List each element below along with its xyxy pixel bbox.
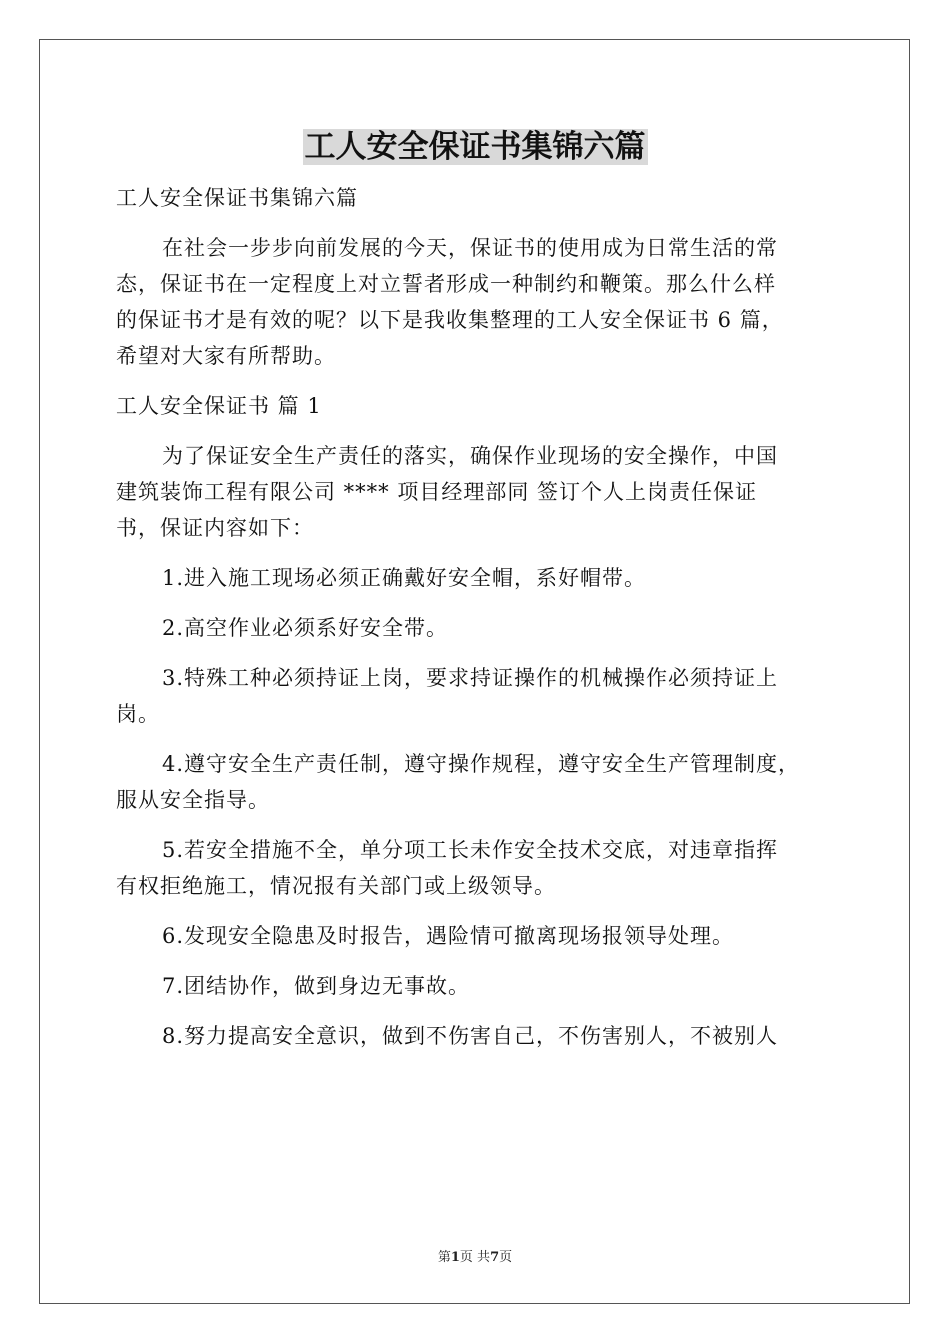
list-item-line: 5.若安全措施不全，单分项工长未作安全技术交底，对违章指挥 (162, 838, 779, 862)
list-item-line: 3.特殊工种必须持证上岗，要求持证操作的机械操作必须持证上 (162, 666, 779, 690)
list-item-line: 7.团结协作，做到身边无事故。 (162, 974, 471, 998)
list-item (116, 832, 838, 904)
section-intro-line: 建筑装饰工程有限公司 **** 项目经理部同 签订个人上岗责任保证 (116, 480, 758, 504)
list-item-line: 有权拒绝施工，情况报有关部门或上级领导。 (116, 874, 556, 898)
page-footer (0, 1246, 950, 1265)
list-item-line: 1.进入施工现场必须正确戴好安全帽，系好帽带。 (162, 566, 647, 590)
page-current: 1 (450, 1250, 460, 1265)
list-item-line: 岗。 (116, 702, 160, 726)
document-title (0, 125, 950, 169)
page-total: 7 (490, 1250, 500, 1265)
intro-line: 在社会一步步向前发展的今天，保证书的使用成为日常生活的常 (162, 236, 778, 260)
document-body (116, 180, 838, 1068)
list-item (116, 660, 838, 732)
intro-line: 态，保证书在一定程度上对立誓者形成一种制约和鞭策。那么什么样 (116, 272, 776, 296)
document-title-text: 工人安全保证书集锦六篇 (304, 129, 646, 165)
intro-paragraph (116, 230, 838, 374)
list-item-line: 服从安全指导。 (116, 788, 270, 812)
page-suffix: 页 (499, 1250, 513, 1265)
section-intro-line: 为了保证安全生产责任的落实，确保作业现场的安全操作，中国 (162, 444, 778, 468)
list-item-line: 6.发现安全隐患及时报告，遇险情可撤离现场报领导处理。 (162, 924, 735, 948)
list-item (116, 968, 838, 1004)
list-item-line: 4.遵守安全生产责任制，遵守操作规程，遵守安全生产管理制度， (162, 752, 801, 776)
list-item-line: 2.高空作业必须系好安全带。 (162, 616, 449, 640)
intro-line: 希望对大家有所帮助。 (116, 344, 336, 368)
list-item (116, 1018, 838, 1054)
list-item-line: 8.努力提高安全意识，做到不伤害自己，不伤害别人，不被别人 (162, 1024, 779, 1048)
subtitle: 工人安全保证书集锦六篇 (116, 186, 358, 210)
intro-line: 的保证书才是有效的呢？以下是我收集整理的工人安全保证书 6 篇， (116, 308, 784, 332)
section-intro-line: 书，保证内容如下： (116, 516, 314, 540)
list-item (116, 746, 838, 818)
section-heading: 工人安全保证书 篇 1 (116, 394, 322, 418)
section-intro-paragraph (116, 438, 838, 546)
page-mid: 页 共 (459, 1250, 491, 1265)
page-prefix: 第 (437, 1250, 451, 1265)
list-item (116, 918, 838, 954)
list-item (116, 560, 838, 596)
list-item (116, 610, 838, 646)
